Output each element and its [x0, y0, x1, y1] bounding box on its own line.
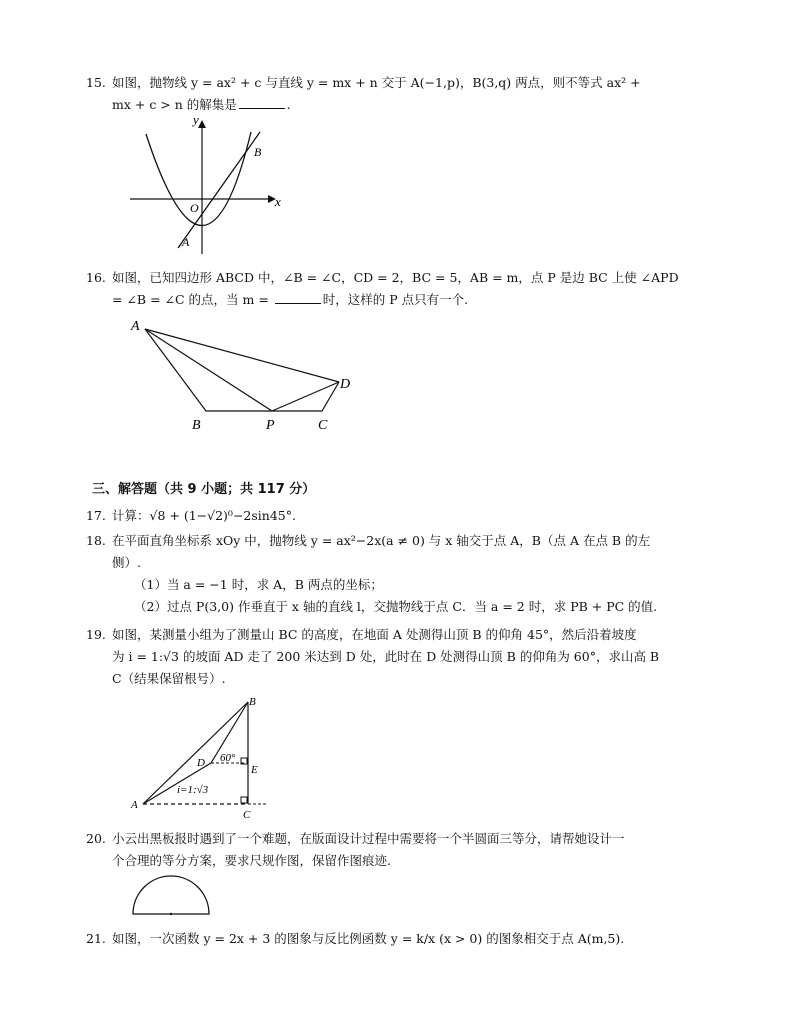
quadrilateral-sides — [145, 329, 339, 411]
question-text: 如图，抛物线 y = ax² + c 与直线 y = mx + n 交于 A(−1,p)，B(3,q) 两点，则不等式 ax² + — [112, 75, 641, 90]
question-text: 小云出黑板报时遇到了一个难题，在版面设计过程中需要将一个半圆面三等分，请帮她设计一 — [112, 831, 625, 846]
y-axis-arrow — [198, 120, 206, 128]
center-point — [170, 913, 172, 915]
question-number: 17. — [86, 508, 106, 523]
straight-line — [178, 132, 260, 248]
figure-semicircle — [130, 874, 214, 920]
point-c-label: C — [243, 809, 251, 821]
question-text: 如图，已知四边形 ABCD 中，∠B = ∠C，CD = 2，BC = 5，AB = m，点 P 是边 BC 上使 ∠APD — [112, 270, 679, 285]
point-b-label: B — [192, 418, 201, 433]
question-19 — [86, 624, 712, 690]
point-b-label: B — [254, 145, 262, 159]
point-a-label: A — [131, 799, 138, 811]
question-17 — [86, 505, 712, 527]
angle-label: 60° — [220, 752, 236, 764]
point-d-label: D — [340, 377, 351, 392]
segment-ap — [145, 329, 272, 411]
question-18 — [86, 530, 712, 618]
figure-parabola-line — [128, 112, 288, 258]
point-c-label: C — [318, 418, 328, 433]
question-text: 为 i = 1:√3 的坡面 AD 走了 200 米达到 D 处，此时在 D 处测得山顶 B 的仰角为 60°，求山高 B — [112, 649, 660, 664]
question-number: 21. — [86, 931, 106, 946]
point-a-label: A — [182, 235, 190, 249]
question-number: 16. — [86, 270, 106, 285]
point-b-label: B — [249, 696, 256, 708]
question-number: 18. — [86, 533, 106, 548]
question-text: C（结果保留根号）. — [112, 671, 226, 686]
semicircle — [133, 876, 209, 914]
right-angle-mark-c — [241, 797, 247, 803]
question-text: 如图，一次函数 y = 2x + 3 的图象与反比例函数 y = k/x (x > 0) 的图象相交于点 A(m,5). — [112, 931, 625, 946]
question-text: 如图，某测量小组为了测量山 BC 的高度，在地面 A 处测得山顶 B 的仰角 45°，然后沿着坡度 — [112, 627, 637, 642]
question-text: 个合理的等分方案，要求尺规作图，保留作图痕迹. — [112, 853, 391, 868]
point-d-label: D — [197, 757, 205, 769]
point-p-label: P — [266, 418, 275, 433]
sub-question-2: （2）过点 P(3,0) 作垂直于 x 轴的直线 l，交抛物线于点 C．当 a = 2 时，求 PB + PC 的值. — [134, 599, 658, 614]
point-a-label: A — [131, 319, 140, 334]
question-20 — [86, 828, 712, 872]
question-number: 19. — [86, 627, 106, 642]
answer-blank[interactable] — [239, 96, 285, 109]
question-text: mx + c > n 的解集是 . — [112, 97, 291, 112]
slope-label: i=1:√3 — [177, 784, 209, 796]
question-number: 20. — [86, 831, 106, 846]
segment-pd — [272, 382, 339, 411]
x-axis-label: x — [275, 194, 281, 209]
question-16 — [86, 267, 712, 311]
answer-blank[interactable] — [275, 291, 321, 304]
point-e-label: E — [251, 764, 258, 776]
y-axis-label: y — [193, 112, 199, 127]
question-text: 在平面直角坐标系 xOy 中，抛物线 y = ax²−2x(a ≠ 0) 与 x 轴交于点 A，B（点 A 在点 B 的左 — [112, 533, 651, 548]
question-text: 侧）. — [112, 555, 141, 570]
question-text: = ∠B = ∠C 的点，当 m = 时，这样的 P 点只有一个. — [112, 292, 469, 307]
section-heading: 三、解答题（共 9 小题；共 117 分） — [92, 482, 316, 497]
figure-quadrilateral — [128, 316, 368, 438]
segment-ad — [145, 329, 339, 382]
question-21 — [86, 928, 712, 950]
origin-label: O — [190, 201, 199, 215]
question-text: 计算：√8 + (1−√2)⁰−2sin45°. — [112, 508, 296, 523]
question-number: 15. — [86, 75, 106, 90]
sub-question-1: （1）当 a = −1 时，求 A，B 两点的坐标； — [134, 577, 383, 592]
figure-mountain — [128, 694, 278, 824]
question-15 — [86, 72, 712, 116]
